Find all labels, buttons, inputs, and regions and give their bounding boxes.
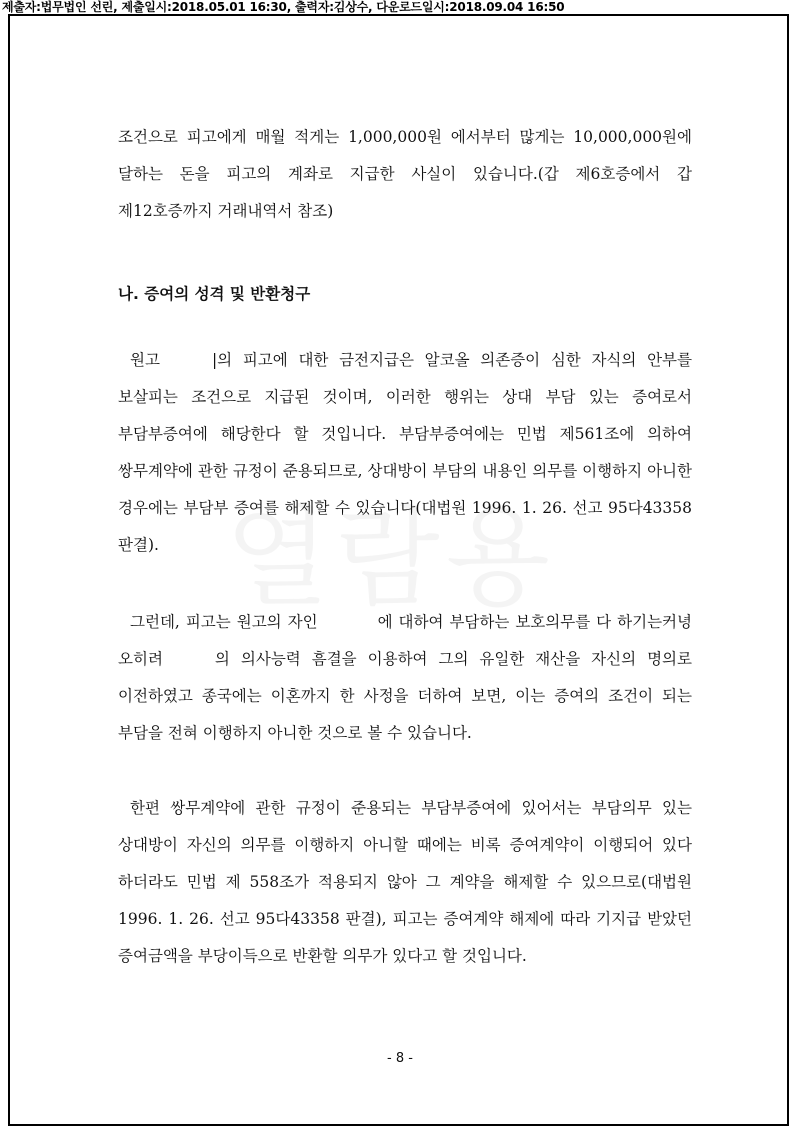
paragraph-text-segment: 그런데, 피고는 원고의 자인 — [130, 613, 318, 631]
paragraph-defendant-breach — [118, 604, 692, 752]
paragraph-rescission-claim: 한편 쌍무계약에 관한 규정이 준용되는 부담부증여에 있어서는 부담의무 있는 상대방이 자신의 의무를 이행하지 아니할 때에는 비록 증여계약이 이행되어 있다 하더라도 민법 제 558조가 적용되지 않아 그 계약을 해제할 수 있으므로(대법원 1996. 1. 26. 선고 95다43358 판결), 피고는 증여계약 해제에 따라 기지급 받았던 증여금액을 부당이득으로 반환할 의무가 있다고 할 것입니다. — [118, 799, 692, 965]
submission-info-header: 제출자:법무법인 선린, 제출일시:2018.05.01 16:30, 출력자:김상수, 다운로드일시:2018.09.04 16:50 — [2, 0, 565, 14]
paragraph-text-segment: 에 대하여 부담하는 보호의무를 다 하기는커녕 오히려 — [118, 613, 693, 668]
paragraph-burdened-gift — [118, 342, 692, 564]
paragraph-text-segment: 원고 — [130, 351, 160, 369]
page-number: - 8 - — [387, 1051, 413, 1066]
paragraph-text-segment: 의 의사능력 흠결을 이용하여 그의 유일한 재산을 자신의 명의로 이전하였고 종국에는 이혼까지 한 사정을 더하여 보면, 이는 증여의 조건이 되는 부담을 전혀 이행하지 아니한 것으로 볼 수 있습니다. — [118, 650, 692, 742]
section-heading: 나. 증여의 성격 및 반환청구 — [118, 285, 311, 303]
paragraph-payment-facts: 조건으로 피고에게 매월 적게는 1,000,000원 에서부터 많게는 10,000,000원에 달하는 돈을 피고의 계좌로 지급한 사실이 있습니다.(갑 제6호증에서 갑 제12호증까지 거래내역서 참조) — [118, 128, 692, 220]
paragraph-text-segment: |의 피고에 대한 금전지급은 알코올 의존증이 심한 자식의 안부를 보살피는 조건으로 지급된 것이며, 이러한 행위는 상대 부담 있는 증여로서 부담부증여에 해당한다 할 것입니다. 부담부증여에는 민법 제561조에 의하여 쌍무계약에 관한 규정이 준용되므로, 상대방이 부담의 내용인 의무를 이행하지 아니한 경우에는 부담부 증여를 해제할 수 있습니다(대법원 1996. 1. 26. 선고 95다43358 판결). — [118, 351, 692, 554]
